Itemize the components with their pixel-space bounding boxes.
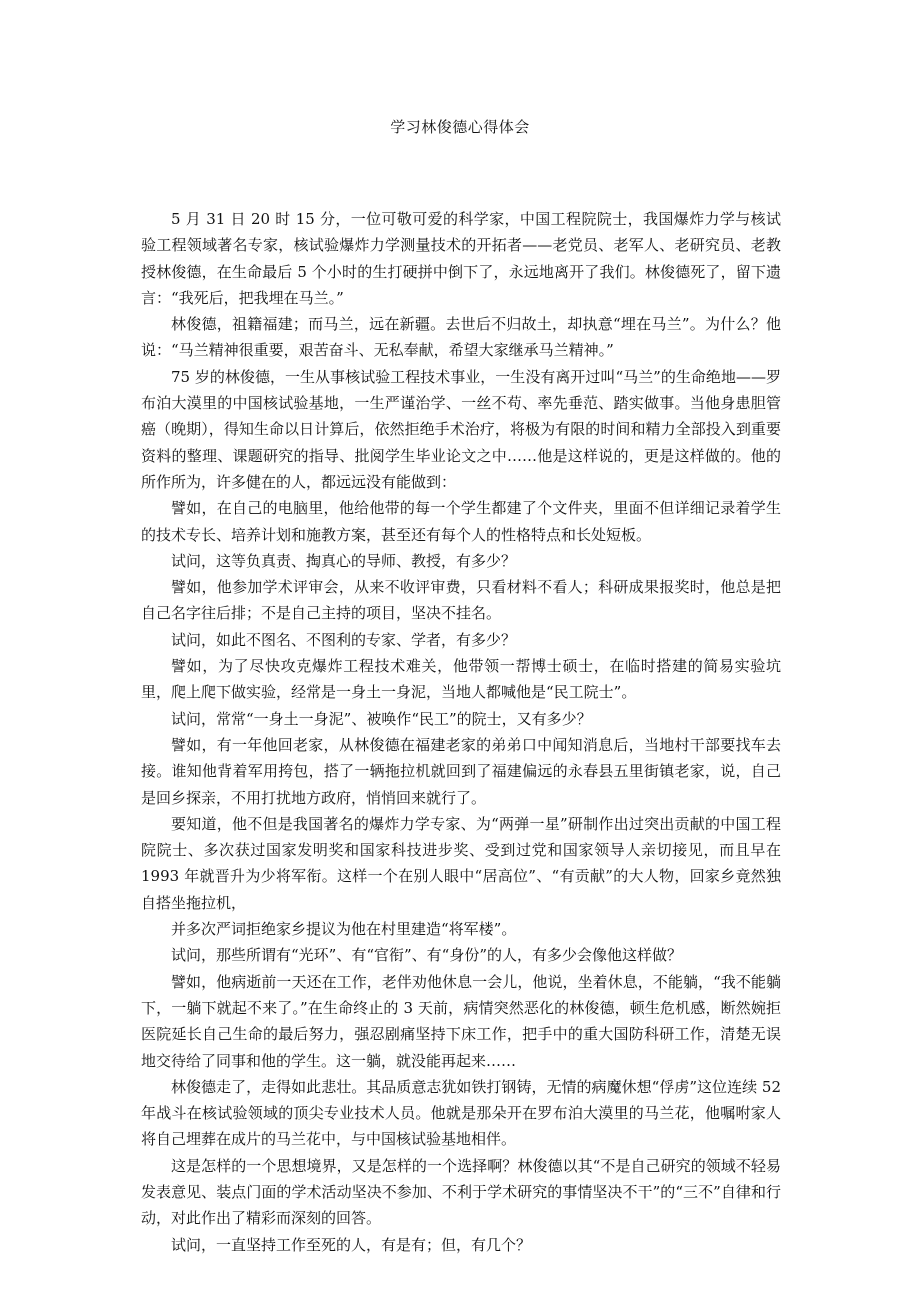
paragraph: 5 月 31 日 20 时 15 分，一位可敬可爱的科学家，中国工程院院士，我国爆炸力学与核试验工程领域著名专家，核试验爆炸力学测量技术的开拓者——老党员、老军人、老研究员、老教授林俊德，在生命最后 5 个小时的生打硬拼中倒下了，永远地离开了我们。林俊德死了，留下遗言：“我死后，把我埋在马兰。” <box>141 210 781 307</box>
document-body <box>141 206 781 1258</box>
paragraph: 这是怎样的一个思想境界，又是怎样的一个选择啊？林俊德以其“不是自己研究的领域不轻易发表意见、装点门面的学术活动坚决不参加、不利于学术研究的事情坚决不干”的“三不”自律和行动，对此作出了精彩而深刻的回答。 <box>141 1156 781 1228</box>
paragraph: 譬如，他病逝前一天还在工作，老伴劝他休息一会儿，他说，坐着休息，不能躺，“我不能躺下，一躺下就起不来了。”在生命终止的 3 天前，病情突然恶化的林俊德，顿生危机感，断然婉拒医院延长自己生命的最后努力，强忍剧痛坚持下床工作，把手中的重大国防科研工作，清楚无误地交待给了同事和他的学生。这一躺，就没能再起来…… <box>141 972 781 1070</box>
paragraph: 并多次严词拒绝家乡提议为他在村里建造“将军楼”。 <box>171 920 517 939</box>
paragraph: 譬如，他参加学术评审会，从来不收评审费，只看材料不看人；科研成果报奖时，他总是把自己名字往后排；不是自己主持的项目，坚决不挂名。 <box>141 578 781 623</box>
paragraph: 试问，那些所谓有“光环”、有“官衔”、有“身份”的人，有多少会像他这样做？ <box>171 946 683 965</box>
paragraph: 试问，一直坚持工作至死的人，有是有；但，有几个？ <box>171 1235 532 1254</box>
paragraph: 试问，常常“一身土一身泥”、被唤作“民工”的院士，又有多少？ <box>171 709 592 728</box>
paragraph: 林俊德走了，走得如此悲壮。其品质意志犹如铁打钢铸，无情的病魔休想“俘虏”这位连续 52 年战斗在核试验领域的顶尖专业技术人员。他就是那朵开在罗布泊大漠里的马兰花，他嘱咐家人将自己埋葬在成片的马兰花中，与中国核试验基地相伴。 <box>141 1077 781 1149</box>
paragraph: 75 岁的林俊德，一生从事核试验工程技术事业，一生没有离开过叫“马兰”的生命绝地——罗布泊大漠里的中国核试验基地，一生严谨治学、一丝不苟、率先垂范、踏实做事。当他身患胆管癌（晚期），得知生命以日计算后，依然拒绝手术治疗，将极为有限的时间和精力全部投入到重要资料的整理、课题研究的指导、批阅学生毕业论文之中……他是这样说的，更是这样做的。他的所作所为，许多健在的人，都远远没有能做到： <box>141 367 781 491</box>
paragraph: 试问，这等负真责、掏真心的导师、教授，有多少？ <box>171 551 517 570</box>
paragraph: 林俊德，祖籍福建；而马兰，远在新疆。去世后不归故土，却执意“埋在马兰”。为什么？他说：“马兰精神很重要，艰苦奋斗、无私奉献，希望大家继承马兰精神。” <box>141 315 781 360</box>
document-title: 学习林俊德心得体会 <box>390 118 530 136</box>
paragraph: 譬如，在自己的电脑里，他给他带的每一个学生都建了个文件夹，里面不但详细记录着学生的技术专长、培养计划和施教方案，甚至还有每个人的性格特点和长处短板。 <box>141 499 781 544</box>
paragraph: 譬如，为了尽快攻克爆炸工程技术难关，他带领一帮博士硕士，在临时搭建的简易实验坑里，爬上爬下做实验，经常是一身土一身泥，当地人都喊他是“民工院士”。 <box>141 657 781 702</box>
paragraph: 譬如，有一年他回老家，从林俊德在福建老家的弟弟口中闻知消息后，当地村干部要找车去接。谁知他背着军用挎包，搭了一辆拖拉机就回到了福建偏远的永春县五里街镇老家，说，自己是回乡探亲，不用打扰地方政府，悄悄回来就行了。 <box>141 735 781 807</box>
paragraph: 要知道，他不但是我国著名的爆炸力学专家、为“两弹一星”研制作出过突出贡献的中国工程院院士、多次获过国家发明奖和国家科技进步奖、受到过党和国家领导人亲切接见，而且早在 1993 年就晋升为少将军衔。这样一个在别人眼中“居高位”、“有贡献”的大人物，回家乡竟然独自搭坐拖拉机， <box>141 814 781 912</box>
paragraph: 试问，如此不图名、不图利的专家、学者，有多少？ <box>171 630 517 649</box>
